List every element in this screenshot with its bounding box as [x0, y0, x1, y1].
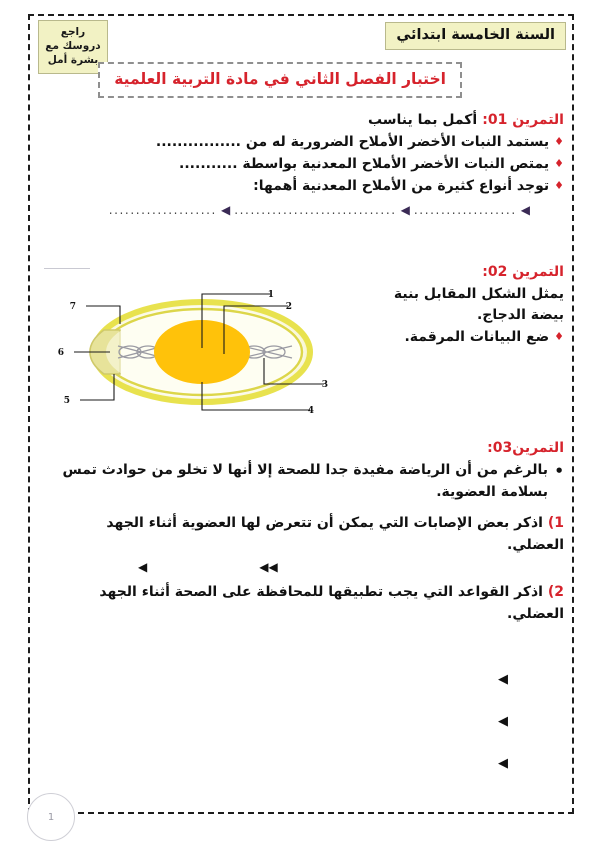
egg-structure-diagram — [52, 262, 352, 432]
exercise-2-line: يمثل الشكل المقابل بنية — [393, 285, 564, 302]
question-number: 2) — [547, 583, 564, 600]
exercise-1-blanks — [40, 203, 564, 217]
exercise-2-label: التمرين 02: — [482, 264, 564, 280]
exercise-2-task-text: ضع البيانات المرقمة. — [404, 329, 550, 346]
diamond-bullet-icon: ♦ — [554, 179, 564, 192]
exercise-1-item-text: توجد أنواع كثيرة من الأملاح المعدنية أهمها: — [253, 178, 550, 194]
exercise-2 — [368, 262, 564, 349]
diagram-label-3: 3 — [321, 380, 328, 390]
exercise-3-question — [40, 512, 564, 557]
scan-artifact-line — [44, 268, 90, 269]
exercise-1-item — [40, 134, 564, 150]
answer-blank[interactable]: .................... — [108, 203, 217, 217]
diamond-bullet-icon: ♦ — [554, 135, 564, 148]
answer-marker-icon: ◀ — [220, 203, 231, 217]
exercise-1-item-text: يستمد النبات الأخضر الأملاح الضرورية له من ................ — [155, 134, 550, 150]
answer-marker-icon: ◀ — [520, 203, 530, 217]
exercise-3-answer-markers — [40, 561, 564, 573]
page-number-badge: 1 — [27, 793, 75, 841]
exercise-2-line: بيضة الدجاج. — [476, 307, 564, 324]
question-text: اذكر القواعد التي يجب تطبيقها للمحافظة على الصحة أثناء الجهد العضلي. — [99, 583, 564, 622]
exercise-1-item — [40, 156, 564, 172]
answer-marker-icon[interactable]: ◀ — [498, 756, 508, 771]
diagram-label-7: 7 — [69, 302, 76, 312]
question-number: 1) — [547, 514, 564, 531]
answer-marker-icon[interactable]: ◀ — [268, 559, 278, 574]
page-header — [28, 14, 574, 106]
exercise-3-label: التمرين03: — [487, 440, 564, 456]
answer-marker-icon[interactable]: ◀ — [259, 559, 269, 574]
exercise-2-task — [378, 327, 564, 349]
exercise-2-heading — [378, 262, 564, 284]
exercise-1-heading — [40, 112, 564, 128]
exercise-1-label: التمرين 01: — [482, 112, 564, 128]
answer-marker-icon[interactable]: ◀ — [498, 714, 508, 729]
answer-marker-icon[interactable]: ◀ — [138, 559, 148, 574]
exam-title-box — [98, 62, 462, 98]
diagram-label-6: 6 — [57, 348, 64, 358]
answer-blank[interactable]: .............................. — [234, 203, 397, 217]
brand-badge: راجع دروسك مع بشرة أمل — [38, 20, 108, 74]
answer-marker-icon[interactable]: ◀ — [498, 672, 508, 687]
exercise-3-trailing-markers — [498, 673, 508, 770]
exercise-1-instruction: أكمل بما يناسب — [367, 112, 478, 128]
exercise-3-question — [40, 581, 564, 626]
exercise-1 — [40, 112, 564, 217]
answer-marker-icon: ◀ — [400, 203, 410, 217]
exam-title: اختبار الفصل الثاني في مادة التربية العلمية — [114, 70, 446, 88]
exercise-1-item — [40, 178, 564, 194]
grade-badge: السنة الخامسة ابتدائي — [385, 22, 566, 50]
exercise-3-heading — [40, 440, 564, 456]
diamond-bullet-icon: ♦ — [554, 157, 564, 170]
answer-blank[interactable]: ................... — [413, 203, 517, 217]
exercise-3 — [40, 440, 564, 625]
exercise-3-intro: • بالرغم من أن الرياضة مفيدة جدا للصحة إلا أنها لا تخلو من حوادث تمس بسلامة العضوية. — [40, 459, 564, 504]
diagram-label-5: 5 — [63, 396, 70, 406]
question-text: اذكر بعض الإصابات التي يمكن أن تتعرض لها العضوية أثناء الجهد العضلي. — [106, 514, 564, 554]
exercise-1-item-text: يمتص النبات الأخضر الأملاح المعدنية بواسطة ........... — [179, 156, 550, 172]
diagram-label-4: 4 — [307, 406, 314, 416]
diagram-label-2: 2 — [285, 302, 292, 312]
diagram-label-1: 1 — [267, 290, 274, 300]
diamond-bullet-icon: ♦ — [554, 330, 564, 344]
egg-diagram-svg — [52, 262, 352, 432]
